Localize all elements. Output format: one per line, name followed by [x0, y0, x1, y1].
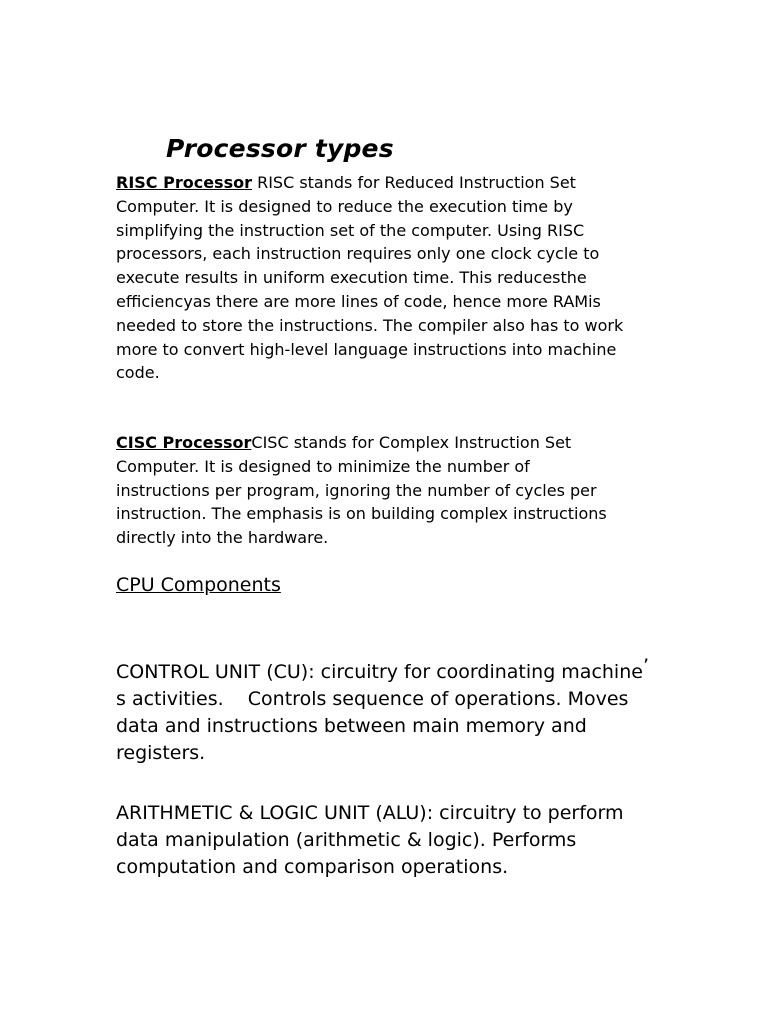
cu-line-4: registers. [116, 742, 206, 764]
risc-line-2: Computer. It is designed to reduce the execution time by [116, 196, 573, 216]
risc-line-6: efficiencyas there are more lines of code, hence more RAMis [116, 291, 601, 311]
cpu-components-heading: CPU Components [116, 574, 281, 596]
risc-line-1-text: RISC stands for Reduced Instruction Set [251, 173, 576, 192]
cu-line-2: s activities. Controls sequence of operations. Moves [116, 688, 629, 710]
risc-term: RISC Processor [116, 173, 252, 192]
cisc-paragraph [116, 431, 656, 550]
alu-line-2: data manipulation (arithmetic & logic). Performs [116, 829, 577, 851]
risc-paragraph [116, 171, 656, 385]
risc-line-8: more to convert high-level language instructions into machine [116, 339, 617, 359]
cu-apostrophe: ’ [642, 655, 649, 677]
alu-line-1: ARITHMETIC & LOGIC UNIT (ALU): circuitry to perform [116, 802, 624, 824]
cisc-line-3: instructions per program, ignoring the number of cycles per [116, 480, 597, 500]
cisc-line-4: instruction. The emphasis is on building complex instructions [116, 504, 607, 524]
cisc-line-2: Computer. It is designed to minimize the number of [116, 456, 530, 476]
cisc-line-1 [116, 431, 656, 455]
cisc-term: CISC Processor [116, 433, 252, 452]
control-unit-paragraph [116, 655, 676, 767]
cu-line-1 [116, 655, 676, 686]
risc-line-1 [116, 171, 656, 195]
risc-line-3: simplifying the instruction set of the computer. Using RISC [116, 220, 585, 240]
alu-paragraph [116, 800, 676, 881]
cu-line-3: data and instructions between main memory and [116, 715, 587, 737]
risc-line-9: code. [116, 363, 160, 383]
risc-line-5: execute results in uniform execution time. This reducesthe [116, 268, 587, 288]
page-title: Processor types [166, 134, 394, 163]
cu-line-1-text: CONTROL UNIT (CU): circuitry for coordinating machine [116, 661, 643, 683]
alu-line-3: computation and comparison operations. [116, 856, 509, 878]
cisc-line-5: directly into the hardware. [116, 528, 329, 548]
risc-line-7: needed to store the instructions. The compiler also has to work [116, 315, 624, 335]
cisc-line-1-text: CISC stands for Complex Instruction Set [251, 433, 572, 452]
risc-line-4: processors, each instruction requires only one clock cycle to [116, 244, 600, 264]
